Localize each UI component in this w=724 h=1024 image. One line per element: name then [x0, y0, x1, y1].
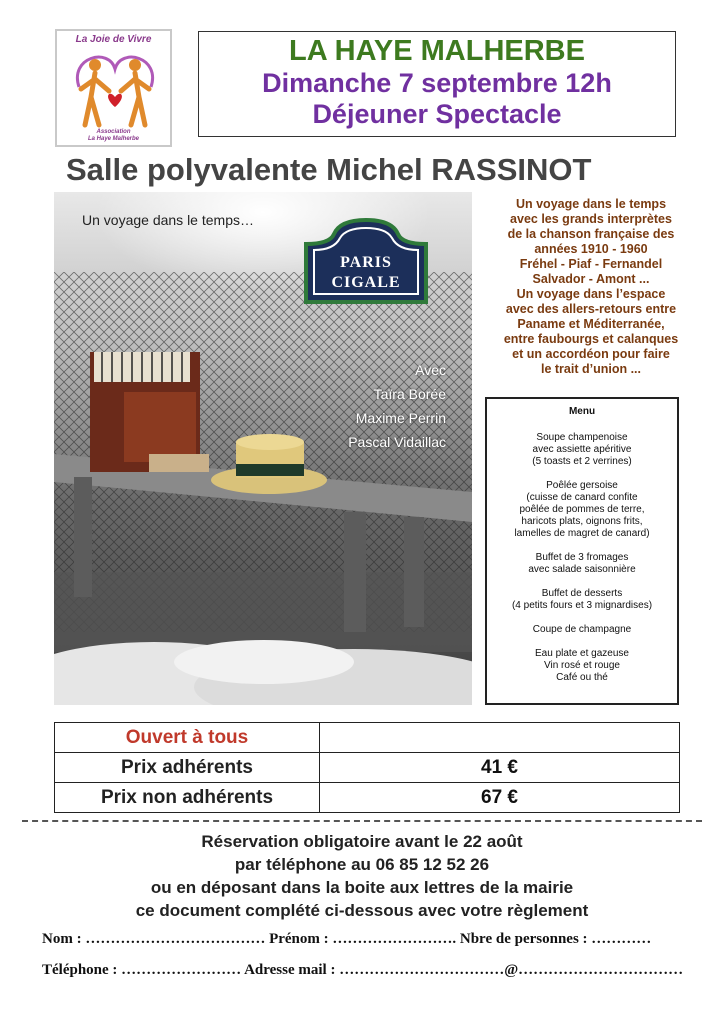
nonmembers-price-label: Prix non adhérents	[55, 783, 320, 813]
menu-box	[485, 397, 679, 705]
menu-section: Coupe de champagne	[532, 624, 632, 635]
association-logo	[55, 29, 172, 147]
dancing-figures-icon	[69, 47, 161, 131]
nonmembers-price-value: 67 €	[320, 783, 680, 813]
form-line-contact[interactable]: Téléphone : …………………… Adresse mail : ……………………………@……………………………	[42, 962, 684, 978]
artists-list	[348, 358, 446, 454]
event-date: Dimanche 7 septembre 12h	[262, 68, 612, 98]
menu-section: Eau plate et gazeuse Vin rosé et rouge Café ou thé	[535, 648, 629, 683]
sign-line-paris: PARIS	[340, 254, 392, 271]
form-line-name[interactable]: Nom : ……………………………… Prénom : ……………………. Nbre de personnes : …………	[42, 931, 652, 947]
menu-section: Buffet de 3 fromages avec salade saisonnière	[528, 552, 636, 575]
members-price-label: Prix adhérents	[55, 753, 320, 783]
empty-cell	[320, 723, 680, 753]
show-description: Un voyage dans le temps avec les grands interprètes de la chanson française des années 1910 - 1960 Fréhel - Piaf - Fernandel Salvador - Amont ... Un voyage dans l’espace avec des allers-retours entre Paname et Méditerranée, entre faubourgs et calanques et un accordéon pour faire le trait d’union ...	[503, 197, 679, 376]
cut-line	[22, 820, 702, 822]
paris-street-sign	[302, 214, 430, 306]
artist-name: Pascal Vidaillac	[348, 434, 446, 450]
accordion-bench-photo	[54, 192, 472, 705]
artist-name: Maxime Perrin	[355, 410, 446, 426]
menu-section: Soupe champenoise avec assiette apéritive (5 toasts et 2 verrines)	[532, 432, 632, 467]
members-price-value: 41 €	[320, 753, 680, 783]
header-box	[198, 31, 676, 137]
venue-title: Salle polyvalente Michel RASSINOT	[66, 152, 592, 187]
event-title: Déjeuner Spectacle	[312, 99, 562, 129]
menu-section: Buffet de desserts (4 petits fours et 3 mignardises)	[511, 588, 653, 611]
logo-title: La Joie de Vivre	[75, 34, 152, 45]
menu-section: Poêlée gersoise (cuisse de canard confite poêlée de pommes de terre, haricots plats, oignons frits, lamelles de magret de canard)	[514, 480, 650, 539]
table-row	[55, 723, 680, 753]
artist-name: Taïra Borée	[373, 386, 446, 402]
menu-title: Menu	[568, 406, 596, 417]
logo-subtitle: Association La Haye Malherbe	[87, 129, 140, 142]
artists-intro: Avec	[415, 362, 446, 378]
reservation-info: Réservation obligatoire avant le 22 août par téléphone au 06 85 12 52 26 ou en déposant dans la boite aux lettres de la mairie ce document complété ci-dessous avec votre règlement	[135, 832, 589, 920]
town-name: LA HAYE MALHERBE	[289, 35, 585, 67]
table-row	[55, 783, 680, 813]
price-table	[54, 722, 680, 813]
open-to-all-label: Ouvert à tous	[55, 723, 320, 753]
table-row	[55, 753, 680, 783]
sign-line-cigale: CIGALE	[331, 274, 401, 291]
photo-tagline: Un voyage dans le temps…	[82, 212, 254, 228]
